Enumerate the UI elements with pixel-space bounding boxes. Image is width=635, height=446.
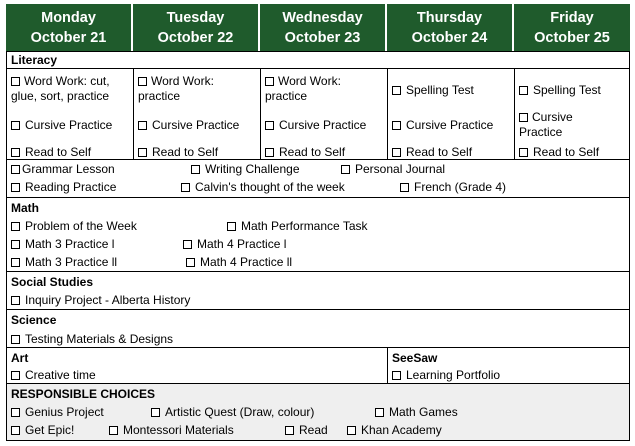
literacy-monday-cell bbox=[6, 68, 134, 160]
day-date: October 23 bbox=[284, 30, 361, 46]
literacy-thursday-item[interactable]: Spelling Test bbox=[392, 83, 474, 98]
choice-item[interactable]: Get Epic! bbox=[11, 423, 74, 438]
choice-item[interactable]: Genius Project bbox=[11, 405, 104, 420]
choice-item[interactable]: Math Games bbox=[375, 405, 458, 420]
literacy-friday-item[interactable]: Read to Self bbox=[519, 145, 599, 160]
checkbox-icon[interactable] bbox=[186, 258, 195, 267]
social-studies-label: Social Studies bbox=[11, 275, 94, 289]
checkbox-icon[interactable] bbox=[11, 426, 20, 435]
day-header-tuesday bbox=[133, 4, 260, 51]
checkbox-icon[interactable] bbox=[191, 165, 200, 174]
day-header-friday bbox=[514, 4, 630, 51]
literacy-extra-item[interactable]: Grammar Lesson bbox=[11, 162, 115, 177]
checkbox-icon[interactable] bbox=[519, 113, 528, 122]
social-studies-section bbox=[6, 271, 630, 310]
checkbox-icon[interactable] bbox=[265, 77, 274, 86]
math-item[interactable]: Problem of the Week bbox=[11, 219, 137, 234]
checkbox-icon[interactable] bbox=[227, 222, 236, 231]
checkbox-icon[interactable] bbox=[11, 148, 20, 157]
checkbox-icon[interactable] bbox=[11, 77, 20, 86]
literacy-extra-row bbox=[6, 159, 630, 198]
literacy-label: Literacy bbox=[11, 53, 58, 67]
choice-item[interactable]: Read bbox=[285, 423, 328, 438]
checkbox-icon[interactable] bbox=[347, 426, 356, 435]
checkbox-icon[interactable] bbox=[519, 148, 528, 157]
checkbox-icon[interactable] bbox=[392, 371, 401, 380]
day-date: October 22 bbox=[157, 30, 234, 46]
checkbox-icon[interactable] bbox=[400, 183, 409, 192]
literacy-monday-item[interactable]: Cursive Practice bbox=[11, 118, 112, 133]
choice-item[interactable]: Montessori Materials bbox=[109, 423, 234, 438]
math-item[interactable]: Math 3 Practice ll bbox=[11, 255, 117, 270]
literacy-wednesday-item[interactable]: Word Work: practice bbox=[265, 74, 341, 103]
responsible-choices-label: RESPONSIBLE CHOICES bbox=[11, 387, 156, 401]
day-name: Friday bbox=[550, 10, 594, 26]
checkbox-icon[interactable] bbox=[392, 86, 401, 95]
math-item[interactable]: Math Performance Task bbox=[227, 219, 368, 234]
literacy-extra-item[interactable]: Personal Journal bbox=[341, 162, 445, 177]
literacy-extra-item[interactable]: French (Grade 4) bbox=[400, 180, 506, 195]
checkbox-icon[interactable] bbox=[265, 121, 274, 130]
checkbox-icon[interactable] bbox=[11, 165, 20, 174]
art-section bbox=[6, 347, 388, 384]
day-date: October 25 bbox=[534, 30, 610, 46]
science-label: Science bbox=[11, 313, 57, 327]
checkbox-icon[interactable] bbox=[11, 222, 20, 231]
literacy-thursday-cell bbox=[387, 68, 515, 160]
day-name: Wednesday bbox=[282, 10, 363, 26]
literacy-tuesday-item[interactable]: Word Work: practice bbox=[138, 74, 214, 103]
seesaw-label: SeeSaw bbox=[392, 351, 438, 365]
checkbox-icon[interactable] bbox=[138, 77, 147, 86]
day-name: Monday bbox=[41, 10, 96, 26]
science-section bbox=[6, 309, 630, 348]
checkbox-icon[interactable] bbox=[11, 335, 20, 344]
checkbox-icon[interactable] bbox=[11, 371, 20, 380]
art-item[interactable]: Creative time bbox=[11, 368, 96, 383]
checkbox-icon[interactable] bbox=[341, 165, 350, 174]
literacy-tuesday-item[interactable]: Read to Self bbox=[138, 145, 218, 160]
checkbox-icon[interactable] bbox=[138, 148, 147, 157]
checkbox-icon[interactable] bbox=[392, 148, 401, 157]
checkbox-icon[interactable] bbox=[109, 426, 118, 435]
checkbox-icon[interactable] bbox=[519, 86, 528, 95]
literacy-wednesday-item[interactable]: Read to Self bbox=[265, 145, 345, 160]
checkbox-icon[interactable] bbox=[11, 121, 20, 130]
weekly-schedule bbox=[6, 4, 630, 442]
seesaw-section bbox=[387, 347, 630, 384]
checkbox-icon[interactable] bbox=[138, 121, 147, 130]
day-name: Thursday bbox=[416, 10, 483, 26]
checkbox-icon[interactable] bbox=[11, 258, 20, 267]
checkbox-icon[interactable] bbox=[183, 240, 192, 249]
math-item[interactable]: Math 4 Practice ll bbox=[186, 255, 292, 270]
responsible-choices-section bbox=[6, 383, 630, 441]
choice-item[interactable]: Artistic Quest (Draw, colour) bbox=[151, 405, 314, 420]
math-item[interactable]: Math 3 Practice l bbox=[11, 237, 114, 252]
literacy-friday-item[interactable]: Spelling Test bbox=[519, 83, 601, 98]
literacy-thursday-item[interactable]: Read to Self bbox=[392, 145, 472, 160]
math-item[interactable]: Math 4 Practice l bbox=[183, 237, 286, 252]
checkbox-icon[interactable] bbox=[151, 408, 160, 417]
literacy-extra-item[interactable]: Calvin's thought of the week bbox=[181, 180, 345, 195]
art-label: Art bbox=[11, 351, 29, 365]
choice-item[interactable]: Khan Academy bbox=[347, 423, 442, 438]
literacy-wednesday-cell bbox=[260, 68, 388, 160]
checkbox-icon[interactable] bbox=[285, 426, 294, 435]
literacy-tuesday-cell bbox=[133, 68, 261, 160]
day-header-wednesday bbox=[260, 4, 387, 51]
science-item[interactable]: Testing Materials & Designs bbox=[11, 332, 173, 347]
literacy-friday-item[interactable]: Cursive Practice bbox=[519, 110, 573, 139]
checkbox-icon[interactable] bbox=[265, 148, 274, 157]
checkbox-icon[interactable] bbox=[11, 408, 20, 417]
day-header-monday bbox=[6, 4, 133, 51]
math-section bbox=[6, 197, 630, 272]
checkbox-icon[interactable] bbox=[375, 408, 384, 417]
day-date: October 21 bbox=[30, 30, 107, 46]
checkbox-icon[interactable] bbox=[181, 183, 190, 192]
literacy-extra-item[interactable]: Writing Challenge bbox=[191, 162, 300, 177]
day-header-row bbox=[6, 4, 630, 51]
checkbox-icon[interactable] bbox=[11, 296, 20, 305]
literacy-label-row bbox=[6, 51, 630, 69]
math-label: Math bbox=[11, 201, 39, 215]
literacy-thursday-item[interactable]: Cursive Practice bbox=[392, 118, 493, 133]
checkbox-icon[interactable] bbox=[11, 240, 20, 249]
literacy-friday-cell bbox=[514, 68, 630, 160]
literacy-tuesday-item[interactable]: Cursive Practice bbox=[138, 118, 239, 133]
literacy-wednesday-item[interactable]: Cursive Practice bbox=[265, 118, 366, 133]
checkbox-icon[interactable] bbox=[11, 183, 20, 192]
checkbox-icon[interactable] bbox=[392, 121, 401, 130]
seesaw-item[interactable]: Learning Portfolio bbox=[392, 368, 500, 383]
day-name: Tuesday bbox=[166, 10, 225, 26]
literacy-monday-item[interactable]: Read to Self bbox=[11, 145, 91, 160]
social-studies-item[interactable]: Inquiry Project - Alberta History bbox=[11, 293, 190, 308]
literacy-extra-item[interactable]: Reading Practice bbox=[11, 180, 116, 195]
day-header-thursday bbox=[387, 4, 514, 51]
literacy-monday-item[interactable]: Word Work: cut, glue, sort, practice bbox=[11, 74, 110, 103]
day-date: October 24 bbox=[411, 30, 488, 46]
